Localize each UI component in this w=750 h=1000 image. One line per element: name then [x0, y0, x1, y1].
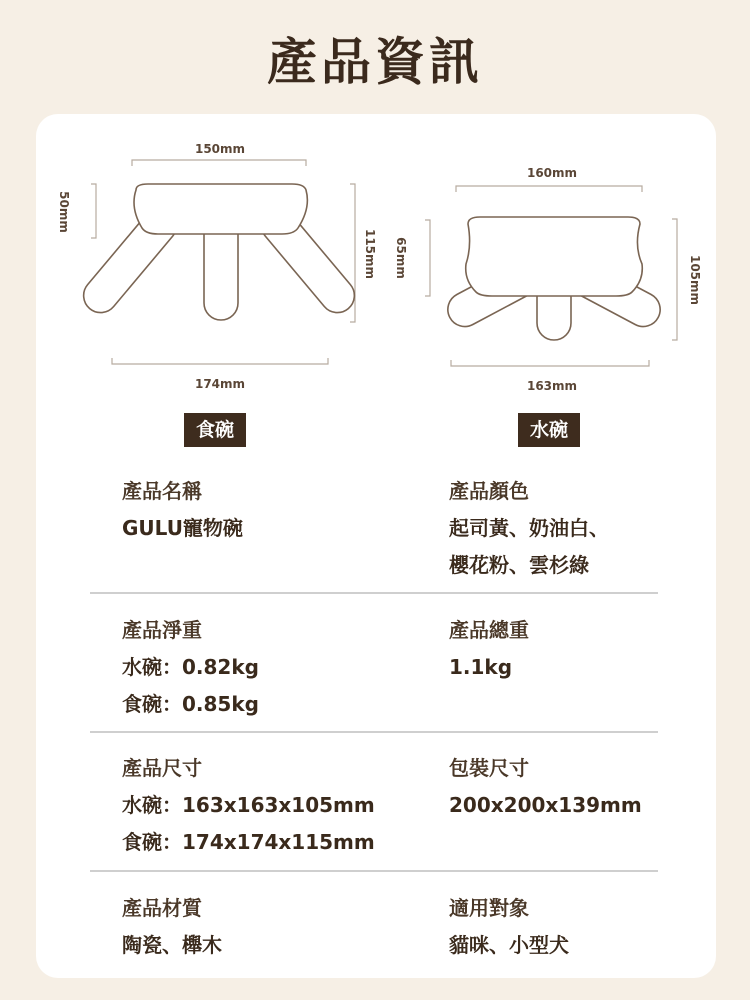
food-bowl-drawing — [77, 184, 362, 320]
food-bowl-label: 食碗 — [184, 413, 246, 447]
product-info-card — [36, 114, 716, 978]
spec-heading: 產品尺寸 — [122, 756, 202, 780]
food-bowl-base-width-label: 174mm — [194, 377, 246, 391]
spec-heading: 適用對象 — [449, 896, 529, 920]
spec-heading: 產品顏色 — [449, 479, 529, 503]
spec-value: 食碗：174x174x115mm — [122, 830, 375, 854]
food-bowl-height-label: 50mm — [57, 191, 71, 233]
spec-value: 陶瓷、櫸木 — [122, 933, 222, 957]
spec-heading: 產品淨重 — [122, 618, 202, 642]
spec-value: 食碗：0.85kg — [122, 692, 259, 716]
spec-value: 櫻花粉、雲杉綠 — [449, 553, 589, 577]
spec-gross-weight — [449, 612, 729, 686]
spec-value: GULU寵物碗 — [122, 516, 243, 540]
spec-package-size — [449, 750, 729, 824]
spec-suitable-for — [449, 890, 729, 964]
divider — [90, 731, 658, 733]
page-title: 產品資訊 — [267, 33, 483, 91]
water-bowl-base-width-label: 163mm — [526, 379, 578, 393]
spec-value: 水碗：163x163x105mm — [122, 793, 375, 817]
spec-heading: 產品名稱 — [122, 479, 202, 503]
spec-heading: 包裝尺寸 — [449, 756, 529, 780]
food-bowl-top-width-label: 150mm — [194, 142, 246, 156]
spec-heading: 產品材質 — [122, 896, 202, 920]
spec-net-weight — [122, 612, 402, 723]
spec-value: 水碗：0.82kg — [122, 655, 259, 679]
spec-product-size — [122, 750, 402, 861]
water-bowl-total-height-label: 105mm — [688, 254, 702, 306]
water-bowl-label: 水碗 — [518, 413, 580, 447]
water-bowl-top-width-label: 160mm — [526, 166, 578, 180]
divider — [90, 870, 658, 872]
divider — [90, 592, 658, 594]
spec-product-color — [449, 473, 729, 584]
spec-value: 起司黃、奶油白、 — [449, 516, 609, 540]
spec-value: 貓咪、小型犬 — [449, 933, 569, 957]
spec-heading: 產品總重 — [449, 618, 529, 642]
spec-material — [122, 890, 402, 964]
water-bowl-height-label: 65mm — [394, 237, 408, 279]
spec-product-name — [122, 473, 402, 547]
spec-value: 200x200x139mm — [449, 793, 642, 817]
water-bowl-drawing — [442, 217, 666, 340]
spec-value: 1.1kg — [449, 655, 513, 679]
dimension-diagram — [36, 114, 716, 404]
food-bowl-total-height-label: 115mm — [363, 228, 377, 280]
